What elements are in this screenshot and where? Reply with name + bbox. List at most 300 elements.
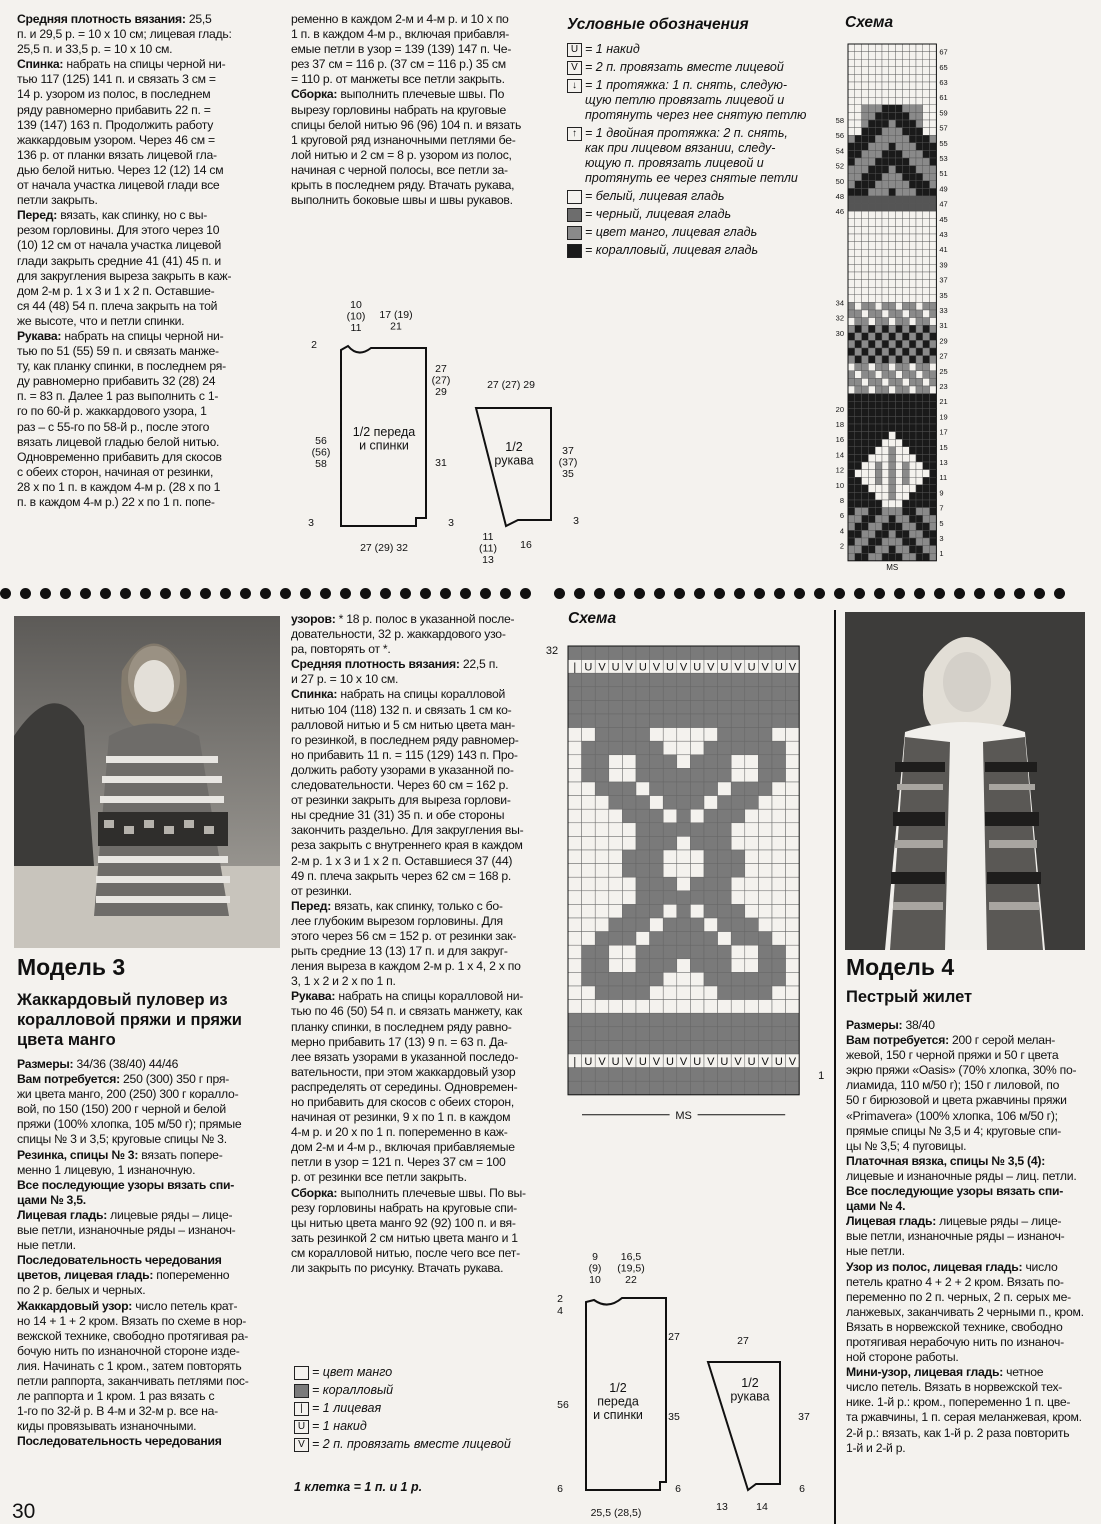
chart-cell (930, 135, 937, 143)
chart-cell (718, 904, 732, 918)
chart-cell (609, 823, 623, 837)
chart-cell (875, 500, 882, 508)
chart-cell (609, 877, 623, 891)
text-line: Спинка: набрать на спицы черной ни- (17, 57, 226, 72)
chart-cell (862, 257, 869, 265)
row-label-right: 63 (939, 78, 948, 87)
chart-cell (889, 485, 896, 493)
page-number: 30 (12, 1500, 36, 1523)
chart-cell (758, 1000, 772, 1014)
chart-cell (930, 44, 937, 52)
chart-cell (902, 333, 909, 341)
chart-cell (916, 432, 923, 440)
chart-cell (786, 809, 800, 823)
chart-cell (889, 280, 896, 288)
chart-cell (758, 796, 772, 810)
chart-cell (745, 700, 759, 714)
chart-cell (889, 158, 896, 166)
chart-cell (848, 234, 855, 242)
chart-cell (690, 728, 704, 742)
chart-symbol: | (573, 1056, 577, 1068)
chart-cell (855, 432, 862, 440)
chart-cell (772, 945, 786, 959)
chart-cell (889, 462, 896, 470)
row-label-right: 21 (939, 397, 948, 407)
chart-cell (848, 546, 855, 554)
row-label-left: 32 (835, 313, 844, 323)
divider-dot (774, 588, 785, 599)
chart-cell (745, 932, 759, 946)
chart-cell (909, 74, 916, 82)
chart-cell (909, 280, 916, 288)
chart-cell (718, 1013, 732, 1027)
divider-dot (894, 588, 905, 599)
chart-cell (916, 257, 923, 265)
chart-cell (568, 972, 582, 986)
chart-cell (909, 173, 916, 181)
chart-cell (690, 945, 704, 959)
chart-cell (923, 538, 930, 546)
chart-cell (848, 67, 855, 75)
chart-cell (636, 891, 650, 905)
chart-cell (663, 768, 677, 782)
text-line: Узор из полос, лицевая гладь: число (846, 1259, 1058, 1274)
chart-cell (855, 74, 862, 82)
row-label-right: 35 (939, 290, 948, 300)
chart-cell (930, 508, 937, 516)
chart-symbol: U (638, 661, 647, 674)
chart-cell (731, 687, 745, 701)
chart-cell (930, 287, 937, 295)
text-line: дом 2-м р. 1 х 3 и 1 х 2 п. Оставшие- (17, 283, 215, 298)
chart-cell (786, 796, 800, 810)
chart-cell (622, 741, 636, 755)
row-label-left: 12 (835, 465, 844, 475)
text-line: Рукава: набрать на спицы коралловой ни- (291, 989, 524, 1004)
chart-cell (902, 302, 909, 310)
chart-cell (636, 1081, 650, 1095)
chart-cell (909, 485, 916, 493)
chart-cell (902, 272, 909, 280)
text-line: ной стороне работы. (846, 1350, 959, 1365)
chart-cell (930, 492, 937, 500)
chart-cell (595, 986, 609, 1000)
chart-cell (855, 500, 862, 508)
chart-cell (902, 135, 909, 143)
chart-cell (595, 809, 609, 823)
chart-cell (875, 394, 882, 402)
text-line: цами № 3,5. (17, 1192, 86, 1207)
chart-cell (690, 918, 704, 932)
divider-dot (80, 588, 91, 599)
chart-cell (745, 1027, 759, 1041)
divider-dot (934, 588, 945, 599)
text-line: ту, как планку спинки, в последнем ря- (17, 359, 226, 374)
chart-cell (704, 986, 718, 1000)
chart-cell (889, 196, 896, 204)
chart-cell (896, 264, 903, 272)
chart-cell (889, 538, 896, 546)
text-line: число петель. Вязать в норвежской тех- (846, 1380, 1063, 1395)
row-label-right: 49 (939, 184, 948, 194)
chart-cell (772, 1068, 786, 1082)
chart-cell (875, 249, 882, 257)
chart-cell (862, 196, 869, 204)
legend-item (294, 1401, 534, 1416)
chart-cell (882, 318, 889, 326)
row-label-right: 19 (939, 412, 948, 422)
chart-cell (731, 755, 745, 769)
chart-symbol: U (774, 661, 783, 674)
chart-cell (875, 409, 882, 417)
chart-cell (786, 891, 800, 905)
chart-cell (902, 173, 909, 181)
chart-cell (704, 972, 718, 986)
chart-cell (862, 97, 869, 105)
chart-cell (889, 257, 896, 265)
chart-cell (882, 447, 889, 455)
text-line: по 2 р. белых и черных. (17, 1283, 146, 1298)
chart-cell (902, 97, 909, 105)
chart-cell (862, 173, 869, 181)
chart-cell (868, 82, 875, 90)
chart-cell (609, 972, 623, 986)
text-line: лия. Начинать с 1 кром., затем повторять (17, 1358, 242, 1373)
chart-cell (718, 1040, 732, 1054)
chart-cell (786, 714, 800, 728)
chart-cell (862, 470, 869, 478)
chart-cell (636, 986, 650, 1000)
text-line: тью по 51 (55) 59 п. и связать манже- (17, 344, 219, 359)
row-label-bottom: 1 (818, 1070, 825, 1083)
chart-cell (595, 959, 609, 973)
model4-text-col (846, 1018, 1091, 1456)
row-label-right: 67 (939, 47, 948, 57)
chart-cell (875, 378, 882, 386)
chart-cell (930, 553, 937, 561)
chart-cell (882, 371, 889, 379)
row-label-left: 18 (835, 420, 844, 429)
chart-cell (930, 333, 937, 341)
chart-cell (930, 485, 937, 493)
row-label-left: 2 (839, 541, 844, 551)
sleeve-cuff2: 14 (756, 1501, 768, 1513)
chart-cell (568, 1068, 582, 1082)
chart-cell (745, 986, 759, 1000)
chart-cell (848, 318, 855, 326)
chart-cell (704, 1040, 718, 1054)
chart-cell (889, 67, 896, 75)
chart-cell (930, 242, 937, 250)
chart-cell (595, 755, 609, 769)
chart-cell (916, 226, 923, 234)
chart-cell (862, 371, 869, 379)
chart-cell (862, 530, 869, 538)
chart-cell (745, 864, 759, 878)
chart-cell (889, 234, 896, 242)
chart-cell (889, 105, 896, 113)
divider-dot (120, 588, 131, 599)
chart-cell (848, 264, 855, 272)
model3-subtitle: Жаккардовый пуловер из коралловой пряжи и пряжи цвета манго (17, 991, 242, 1049)
chart-cell (663, 687, 677, 701)
text-line: распределять от середины. Одновремен- (291, 1079, 518, 1094)
chart-cell (909, 158, 916, 166)
chart-cell (889, 546, 896, 554)
chart-cell (855, 310, 862, 318)
chart-cell (731, 877, 745, 891)
chart-cell (704, 1013, 718, 1027)
chart-cell (889, 211, 896, 219)
chart-cell (704, 945, 718, 959)
text-line: 4-м р. и 20 х по 1 п. попеременно в каж- (291, 1125, 508, 1140)
chart-cell (609, 728, 623, 742)
chart-cell (731, 673, 745, 687)
chart-cell (848, 515, 855, 523)
legend-swatch (294, 1384, 309, 1398)
chart-cell (896, 166, 903, 174)
chart-cell (916, 485, 923, 493)
chart-cell (609, 741, 623, 755)
chart-cell (718, 864, 732, 878)
chart-cell (902, 477, 909, 485)
chart-cell (916, 204, 923, 212)
chart-cell (690, 1027, 704, 1041)
chart-cell (636, 823, 650, 837)
chart-cell (582, 864, 596, 878)
chart-cell (650, 1081, 664, 1095)
chart-cell (704, 673, 718, 687)
chart-cell (582, 986, 596, 1000)
chart-cell (758, 986, 772, 1000)
chart-cell (636, 945, 650, 959)
chart-cell (875, 44, 882, 52)
chart-cell (772, 986, 786, 1000)
text-line: переменно по 2 п. черных, 2 п. серых ме- (846, 1289, 1071, 1304)
chart-cell (622, 1040, 636, 1054)
row-label-left: 34 (835, 298, 844, 308)
chart-cell (902, 143, 909, 151)
chart-cell (875, 219, 882, 227)
row-label-right: 65 (939, 62, 948, 72)
chart-cell (582, 768, 596, 782)
chart-cell (582, 891, 596, 905)
chart-cell (875, 257, 882, 265)
chart-cell (786, 768, 800, 782)
chart-cell (650, 796, 664, 810)
chart-cell (595, 932, 609, 946)
chart-cell (609, 809, 623, 823)
divider-dot (280, 588, 291, 599)
chart-cell (855, 67, 862, 75)
chart-cell (882, 378, 889, 386)
chart-cell (896, 90, 903, 98)
chart-cell (609, 1000, 623, 1014)
chart-cell (902, 52, 909, 60)
chart-cell (622, 1068, 636, 1082)
chart-symbol: V (734, 1056, 742, 1068)
chart-cell (916, 82, 923, 90)
chart-cell (855, 378, 862, 386)
chart-cell (663, 972, 677, 986)
chart-cell (889, 128, 896, 136)
text-line: менно 1 лицевую, 1 изнаночную. (17, 1162, 196, 1177)
chart-cell (909, 295, 916, 303)
chart-cell (916, 340, 923, 348)
chart-cell (758, 959, 772, 973)
chart-cell (690, 1081, 704, 1095)
chart-cell (889, 348, 896, 356)
chart-cell (609, 891, 623, 905)
chart-cell (690, 809, 704, 823)
chart-cell (896, 348, 903, 356)
chart-cell (690, 1068, 704, 1082)
chart-cell (882, 74, 889, 82)
chart-cell (862, 340, 869, 348)
chart-cell (718, 850, 732, 864)
chart-cell (855, 226, 862, 234)
sleeve-length: 37 (37) 35 (558, 445, 578, 480)
chart-cell (622, 1081, 636, 1095)
chart-cell (718, 972, 732, 986)
chart-cell (855, 538, 862, 546)
chart-cell (758, 755, 772, 769)
chart-cell (875, 264, 882, 272)
chart-cell (650, 1000, 664, 1014)
text-line: п. = 83 п. Далее 1 раз выполнить с 1- (17, 389, 219, 404)
chart-cell (731, 904, 745, 918)
row-label-right: 59 (939, 108, 948, 118)
chart-cell (848, 287, 855, 295)
row-label-right: 61 (939, 93, 948, 103)
chart-cell (636, 1027, 650, 1041)
chart-cell (677, 809, 691, 823)
chart-cell (636, 836, 650, 850)
chart-cell (636, 782, 650, 796)
chart-cell (909, 439, 916, 447)
legend-swatch: ↑ (567, 127, 582, 141)
chart-cell (622, 850, 636, 864)
chart-cell (889, 295, 896, 303)
chart-cell (902, 470, 909, 478)
chart-cell (848, 371, 855, 379)
chart-cell (745, 796, 759, 810)
row-label-left: 16 (835, 435, 844, 445)
chart-cell (875, 143, 882, 151)
chart-cell (636, 904, 650, 918)
drop: 2 (557, 1293, 563, 1305)
chart-cell (896, 424, 903, 432)
chart-cell (923, 492, 930, 500)
chart-cell (582, 972, 596, 986)
chart-cell (862, 249, 869, 257)
row-label-right: 37 (939, 275, 948, 285)
chart-cell (916, 128, 923, 136)
chart-cell (923, 242, 930, 250)
chart-cell (875, 454, 882, 462)
chart-cell (896, 59, 903, 67)
chart-cell (916, 74, 923, 82)
chart-cell (875, 97, 882, 105)
divider-dot (380, 588, 391, 599)
chart-cell (868, 447, 875, 455)
text-line: 1 п. в каждом 4-м р., включая прибавля- (291, 27, 510, 42)
chart-cell (677, 1013, 691, 1027)
chart-cell (923, 333, 930, 341)
chart-cell (930, 439, 937, 447)
chart-cell (677, 714, 691, 728)
chart-cell (663, 796, 677, 810)
chart-cell (690, 972, 704, 986)
divider-dot (634, 588, 645, 599)
chart-cell (650, 1013, 664, 1027)
chart-cell (848, 135, 855, 143)
chart-cell (889, 59, 896, 67)
chart-cell (882, 553, 889, 561)
divider-dot (180, 588, 191, 599)
chart-cell (848, 325, 855, 333)
divider-dot (400, 588, 411, 599)
text-line: киды провязывать изнаночными. (17, 1419, 197, 1434)
chart-cell (745, 768, 759, 782)
chart-cell (882, 287, 889, 295)
chart-cell (609, 796, 623, 810)
text-line: прямые спицы № 3,5 и 4; круговые спи- (846, 1123, 1062, 1138)
chart-cell (896, 508, 903, 516)
chart-cell (582, 823, 596, 837)
text-line: (10) 12 см от начала участка лицевой (17, 238, 222, 253)
divider-dot (974, 588, 985, 599)
text-line: жевой, 150 г черной пряжи и 50 г цвета (846, 1048, 1059, 1063)
chart-cell (718, 673, 732, 687)
text-line: Последовательность чередования (17, 1253, 222, 1268)
chart-cell (916, 249, 923, 257)
row-label-right: 23 (939, 382, 948, 391)
chart-cell (758, 1013, 772, 1027)
chart-cell (582, 945, 596, 959)
chart-cell (582, 728, 596, 742)
chart-cell (862, 500, 869, 508)
chart-cell (855, 264, 862, 272)
text-line: ланжевых, заканчивать 2 черными п., кром. (846, 1304, 1084, 1319)
hem-left: 6 (557, 1483, 563, 1495)
chart-cell (758, 918, 772, 932)
chart-cell (868, 287, 875, 295)
chart-cell (902, 287, 909, 295)
chart-cell (595, 836, 609, 850)
chart-cell (862, 538, 869, 546)
chart-cell (896, 500, 903, 508)
chart-cell (896, 135, 903, 143)
chart-cell (609, 945, 623, 959)
chart-cell (855, 508, 862, 516)
chart-cell (862, 318, 869, 326)
chart-cell (916, 462, 923, 470)
chart-cell (568, 945, 582, 959)
chart-cell (609, 1068, 623, 1082)
chart-cell (868, 67, 875, 75)
chart-cell (930, 272, 937, 280)
chart-cell (875, 181, 882, 189)
chart-cell (909, 432, 916, 440)
chart-cell (896, 150, 903, 158)
chart-cell (731, 782, 745, 796)
body-lower: 35 (668, 1411, 680, 1423)
chart-cell (731, 1027, 745, 1041)
chart-cell (731, 1068, 745, 1082)
chart-cell (718, 1068, 732, 1082)
text-line: Платочная вязка, спицы № 3,5 (4): (846, 1153, 1046, 1168)
